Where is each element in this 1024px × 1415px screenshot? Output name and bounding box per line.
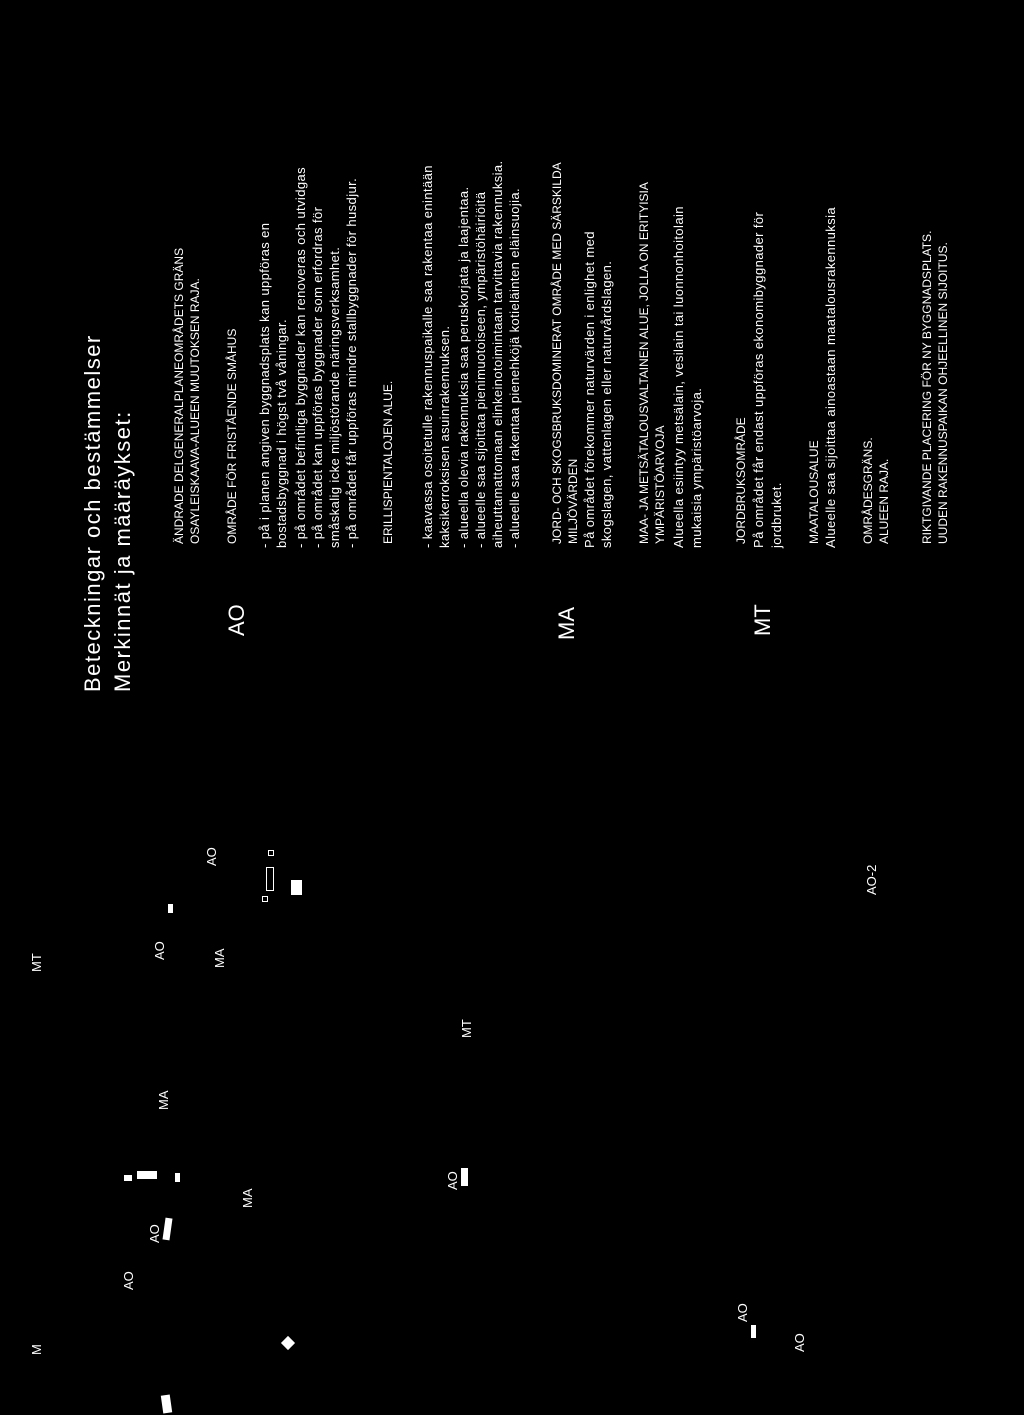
ao-item-1: - på i planen angiven byggnadsplats kan uppföras en <box>257 222 272 548</box>
plot-label-sv: RIKTGIVANDE PLACERING FÖR NY BYGGNADSPLATS. <box>920 230 934 544</box>
ao-item-5: småskalig icke miljöstörande näringsverksamhet. <box>327 246 342 548</box>
building-marker <box>291 880 302 895</box>
ma-line-6: MAA- JA METSÄTALOUSVALTAINEN ALUE, JOLLA ON ERITYISIA <box>637 182 651 544</box>
mt-line-5: MAATALOUSALUE <box>807 440 821 544</box>
ma-line-1: JORD- OCH SKOGSBRUKSDOMINERAT OMRÅDE MED SÄRSKILDA <box>550 162 564 544</box>
ao-item-3: - på området befintliga byggnader kan renoveras och utvidgas <box>293 167 308 548</box>
map-label-ma-3: MA <box>212 948 227 968</box>
map-label-ao-1: AO <box>152 941 167 960</box>
boundary-label-sv: ÄNDRADE DELGENERALPLANEOMRÅDETS GRÄNS <box>172 247 186 544</box>
ao-item-6: - på området får uppföras mindre stallbyggnader för husdjur. <box>344 177 359 548</box>
ao-head-fi: ERILLISPIENTALOJEN ALUE. <box>381 380 395 544</box>
building-marker <box>124 1175 132 1181</box>
building-plot-marker <box>266 867 274 891</box>
ma-line-4: skogslagen, vattenlagen eller naturvårdslagen. <box>599 260 614 548</box>
ma-line-3: På området förekommer naturvärden i enlighet med <box>582 231 597 548</box>
building-marker <box>161 1394 172 1413</box>
legend-title-fi: Merkinnät ja määräykset: <box>110 410 135 692</box>
map-label-mt-2: MT <box>459 1019 474 1038</box>
building-marker <box>137 1171 157 1179</box>
area-label-sv: OMRÅDESGRÄNS. <box>861 437 875 544</box>
ao-code: AO <box>224 604 249 636</box>
mt-line-6: Alueelle saa sijoittaa ainoastaan maatalousrakennuksia <box>823 206 838 548</box>
map-label-ao-5: AO <box>735 1303 750 1322</box>
building-marker <box>461 1168 468 1186</box>
mt-code: MT <box>750 604 775 636</box>
mt-line-3: jordbruket. <box>769 482 784 548</box>
mt-line-1: JORDBRUKSOMRÅDE <box>734 417 748 544</box>
map-label-ao-6: AO <box>792 1333 807 1352</box>
ao-item-4: - på området kan uppföras byggnader som erfordras för <box>310 206 325 548</box>
map-label-ao-2: AO <box>445 1171 460 1190</box>
ao-item-fi-5: aiheuttamattomaan elinkeinotoimintaan tarvittavia rakennuksia. <box>490 160 505 548</box>
ao-head-sv: OMRÅDE FÖR FRISTÅENDE SMÅHUS <box>225 328 239 544</box>
ao-item-fi-1: - kaavassa osoitetulle rakennuspaikalle saa rakentaa enintään <box>420 165 435 548</box>
building-marker <box>281 1336 295 1350</box>
boundary-label-fi: OSAYLEISKAAVA-ALUEEN MUUTOKSEN RAJA. <box>188 278 202 544</box>
legend-title-sv: Beteckningar och bestämmelser <box>80 334 105 692</box>
building-marker <box>168 904 173 913</box>
map-label-ao-7: AO <box>204 847 219 866</box>
ma-code: MA <box>554 607 579 640</box>
ma-line-2: MILJÖVÄRDEN <box>566 458 580 544</box>
ao-item-fi-4: - alueelle saa sijoittaa pienimuotoiseen, ympäristöhäiriöitä <box>473 191 488 548</box>
map-label-ma-2: MA <box>240 1188 255 1208</box>
ao-item-fi-3: - alueella olevia rakennuksia saa peruskorjata ja laajentaa. <box>456 186 471 548</box>
ao-item-fi-2: kaksikerroksisen asuinrakennuksen. <box>437 325 452 548</box>
ma-line-9: mukaisia ympäristöarvoja. <box>689 387 704 548</box>
building-plot-marker <box>262 896 268 902</box>
map-label-m-top: M <box>29 1344 44 1355</box>
building-marker <box>163 1218 173 1241</box>
building-marker <box>175 1173 180 1182</box>
ma-line-7: YMPÄRISTÖARVOJA <box>653 425 667 544</box>
ao-item-2: bostadsbyggnad i högst två våningar. <box>274 318 289 548</box>
plot-label-fi: UUDEN RAKENNUSPAIKAN OHJEELLINEN SIJOITUS. <box>936 242 950 544</box>
building-plot-marker <box>268 850 274 856</box>
map-label-ma-1: MA <box>156 1090 171 1110</box>
map-label-mt-top: MT <box>29 953 44 972</box>
map-label-ao-2-zone: AO-2 <box>864 864 879 895</box>
map-label-ao-4: AO <box>121 1271 136 1290</box>
building-marker <box>751 1325 756 1338</box>
map-label-ao-3: AO <box>147 1224 162 1243</box>
mt-line-2: På området får endast uppföras ekonomibyggnader för <box>751 211 766 548</box>
area-label-fi: ALUEEN RAJA. <box>877 458 891 544</box>
ma-line-8: Alueella esiintyy metsälain, vesilain tai luonnonhoitolain <box>671 206 686 548</box>
ao-item-fi-6: - alueelle saa rakentaa pienehköjä kotieläinten eläinsuojia. <box>507 187 522 548</box>
